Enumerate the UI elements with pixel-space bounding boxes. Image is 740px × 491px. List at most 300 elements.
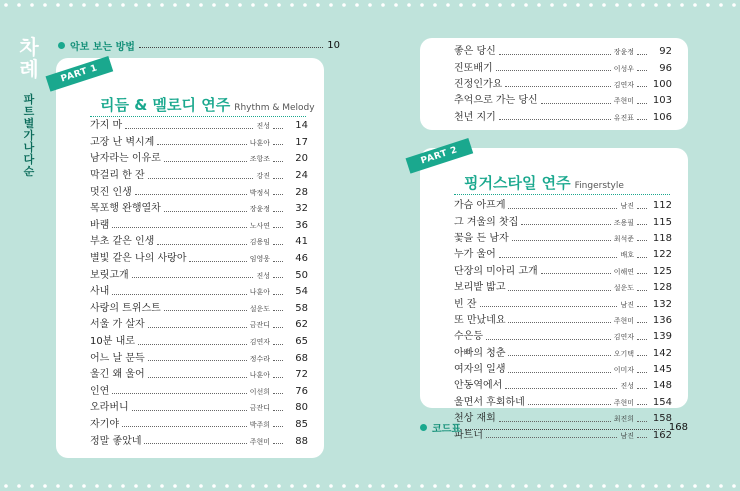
- page-number: 112: [652, 200, 672, 212]
- artist-name: 장윤정: [613, 48, 634, 57]
- toc-entry[interactable]: [454, 60, 672, 76]
- song-title: 울면서 후회하네: [454, 396, 525, 408]
- border-dot: [30, 3, 34, 7]
- artist-name: 김연자: [613, 80, 634, 89]
- border-dot: [134, 3, 138, 7]
- border-dot: [95, 3, 99, 7]
- dot-leader: [637, 224, 647, 225]
- dot-leader: [541, 273, 611, 274]
- toc-entry[interactable]: [90, 284, 308, 301]
- toc-entry[interactable]: [454, 362, 672, 378]
- guide-label: 악보 보는 방법: [70, 41, 135, 53]
- dot-leader: [164, 161, 247, 162]
- border-dot: [95, 484, 99, 488]
- dot-leader: [273, 161, 283, 162]
- dot-leader: [541, 103, 611, 104]
- page-number: 36: [295, 219, 308, 231]
- dot-leader: [144, 443, 246, 444]
- page-number: 142: [652, 347, 672, 359]
- border-dot: [641, 484, 645, 488]
- top-dot-border: [0, 2, 740, 8]
- toc-entry[interactable]: [454, 395, 672, 411]
- artist-name: 주현미: [613, 398, 634, 407]
- border-dot: [615, 484, 619, 488]
- border-dot: [602, 3, 606, 7]
- part1-continued-panel: [420, 38, 688, 130]
- page-number: 96: [659, 62, 672, 74]
- song-title: 막걸리 한 잔: [90, 170, 145, 182]
- border-dot: [550, 3, 554, 7]
- dot-leader: [125, 128, 253, 129]
- page-number: 62: [295, 319, 308, 331]
- page-number: 125: [652, 265, 672, 277]
- border-dot: [251, 3, 255, 7]
- dot-leader: [157, 144, 246, 145]
- toc-entry[interactable]: [90, 218, 308, 235]
- page-number: 148: [652, 380, 672, 392]
- artist-name: 김용임: [249, 238, 270, 247]
- border-dot: [290, 484, 294, 488]
- dot-leader: [189, 261, 246, 262]
- artist-name: 주현미: [613, 316, 634, 325]
- song-title: 어느 날 문득: [90, 352, 145, 364]
- bullet-icon: [58, 42, 65, 49]
- border-dot: [264, 484, 268, 488]
- page-number: 100: [652, 78, 672, 90]
- chord-label: 코드표: [432, 423, 461, 435]
- toc-entry[interactable]: [90, 350, 308, 367]
- toc-entry[interactable]: [454, 247, 672, 263]
- dot-leader: [637, 208, 647, 209]
- spine-char: 순: [23, 165, 35, 178]
- chord-page: 168: [668, 421, 688, 433]
- spine-char: 별: [23, 117, 35, 130]
- dot-leader: [637, 322, 647, 323]
- toc-entry[interactable]: [90, 417, 308, 434]
- dot-leader: [148, 377, 247, 378]
- dot-leader: [273, 360, 283, 361]
- dot-leader: [505, 86, 610, 87]
- border-dot: [602, 484, 606, 488]
- page-number: 54: [295, 286, 308, 298]
- page-number: 88: [295, 435, 308, 447]
- border-dot: [680, 3, 684, 7]
- dot-leader: [273, 377, 283, 378]
- dot-leader: [132, 410, 247, 411]
- border-dot: [381, 484, 385, 488]
- page-number: 154: [652, 396, 672, 408]
- page-number: 145: [652, 364, 672, 376]
- artist-name: 정수라: [249, 354, 270, 363]
- border-dot: [69, 484, 73, 488]
- artist-name: 오기택: [613, 349, 634, 358]
- border-dot: [212, 484, 216, 488]
- border-dot: [381, 3, 385, 7]
- border-dot: [719, 484, 723, 488]
- dot-leader: [273, 211, 283, 212]
- toc-entry[interactable]: [90, 118, 308, 135]
- guide-page: 10: [327, 39, 340, 51]
- border-dot: [693, 484, 697, 488]
- page-number: 106: [652, 111, 672, 123]
- border-dot: [446, 484, 450, 488]
- chord-chart-entry[interactable]: [420, 420, 688, 434]
- dot-leader: [122, 426, 247, 427]
- dot-leader: [508, 322, 610, 323]
- border-dot: [550, 484, 554, 488]
- toc-entry[interactable]: [454, 329, 672, 345]
- song-title: 자기야: [90, 418, 119, 430]
- border-dot: [654, 484, 658, 488]
- border-dot: [719, 3, 723, 7]
- artist-name: 진성: [620, 382, 634, 391]
- dot-leader: [135, 194, 247, 195]
- border-dot: [446, 3, 450, 7]
- toc-entry[interactable]: [90, 267, 308, 284]
- border-dot: [30, 484, 34, 488]
- border-dot: [407, 484, 411, 488]
- border-dot: [615, 3, 619, 7]
- border-dot: [264, 3, 268, 7]
- border-dot: [511, 484, 515, 488]
- toc-entry[interactable]: [90, 201, 308, 218]
- page-number: 46: [295, 253, 308, 265]
- spine-char: 트: [23, 105, 35, 118]
- border-dot: [238, 484, 242, 488]
- artist-name: 장윤정: [249, 205, 270, 214]
- song-title: 바램: [90, 219, 110, 231]
- page-number: 76: [295, 385, 308, 397]
- border-dot: [251, 484, 255, 488]
- border-dot: [433, 3, 437, 7]
- border-dot: [43, 3, 47, 7]
- border-dot: [485, 484, 489, 488]
- toc-entry[interactable]: [454, 93, 672, 109]
- song-title: 꽃을 든 남자: [454, 232, 509, 244]
- toc-entry[interactable]: [90, 151, 308, 168]
- page-number: 17: [295, 136, 308, 148]
- toc-entry[interactable]: [90, 168, 308, 185]
- border-dot: [160, 3, 164, 7]
- artist-name: 진성: [256, 271, 270, 280]
- dot-leader: [637, 404, 647, 405]
- dot-leader: [508, 355, 610, 356]
- artist-name: 진성: [256, 122, 270, 131]
- border-dot: [277, 484, 281, 488]
- toc-entry[interactable]: [454, 264, 672, 280]
- border-dot: [732, 3, 736, 7]
- border-dot: [394, 484, 398, 488]
- artist-name: 최진희: [613, 415, 634, 424]
- song-title: 정말 좋았네: [90, 435, 142, 447]
- dot-leader: [273, 227, 283, 228]
- artist-name: 박정식: [249, 188, 270, 197]
- dot-leader: [637, 339, 647, 340]
- border-dot: [121, 3, 125, 7]
- dot-leader: [148, 327, 247, 328]
- border-dot: [69, 3, 73, 7]
- dot-leader: [486, 339, 611, 340]
- artist-name: 설운도: [613, 284, 634, 293]
- song-title: 수은등: [454, 331, 483, 343]
- artist-name: 조항조: [249, 155, 270, 164]
- toc-entry[interactable]: [454, 214, 672, 230]
- border-dot: [589, 484, 593, 488]
- toc-entry[interactable]: [90, 234, 308, 251]
- page-number: 103: [652, 95, 672, 107]
- dot-leader: [508, 372, 610, 373]
- border-dot: [17, 3, 21, 7]
- dot-leader: [273, 261, 283, 262]
- song-title: 오라버니: [90, 402, 129, 414]
- dot-leader: [273, 327, 283, 328]
- border-dot: [342, 3, 346, 7]
- border-dot: [238, 3, 242, 7]
- border-dot: [511, 3, 515, 7]
- song-title: 울긴 왜 울어: [90, 369, 145, 381]
- border-dot: [290, 3, 294, 7]
- part1-panel: [56, 58, 324, 458]
- artist-name: 강진: [256, 172, 270, 181]
- toc-entry[interactable]: [90, 433, 308, 450]
- border-dot: [316, 484, 320, 488]
- artist-name: 설운도: [249, 304, 270, 313]
- dot-leader: [505, 388, 617, 389]
- dot-leader: [164, 310, 247, 311]
- dot-leader: [273, 344, 283, 345]
- toc-entry[interactable]: [90, 317, 308, 334]
- dot-leader: [112, 227, 246, 228]
- dot-leader: [273, 128, 283, 129]
- song-title: 파트너: [454, 429, 483, 441]
- border-dot: [56, 484, 60, 488]
- toc-entry[interactable]: [454, 198, 672, 214]
- toc-entry[interactable]: [454, 280, 672, 296]
- border-dot: [680, 484, 684, 488]
- border-dot: [82, 3, 86, 7]
- border-dot: [459, 3, 463, 7]
- song-title: 아빠의 청춘: [454, 347, 506, 359]
- dot-leader: [637, 103, 647, 104]
- border-dot: [355, 484, 359, 488]
- song-title: 부초 같은 인생: [90, 236, 155, 248]
- border-dot: [121, 484, 125, 488]
- border-dot: [472, 3, 476, 7]
- spine-char: 례: [19, 57, 39, 81]
- spine-char: 차: [19, 35, 39, 59]
- border-dot: [186, 484, 190, 488]
- border-dot: [225, 3, 229, 7]
- dot-leader: [637, 388, 647, 389]
- border-dot: [394, 3, 398, 7]
- border-dot: [368, 3, 372, 7]
- page-number: 122: [652, 249, 672, 261]
- dot-leader: [496, 70, 611, 71]
- spine-char: 가: [23, 129, 35, 142]
- part1-rule: [90, 116, 306, 117]
- toc-entry[interactable]: [90, 301, 308, 318]
- toc-entry[interactable]: [454, 346, 672, 362]
- border-dot: [433, 484, 437, 488]
- border-dot: [173, 3, 177, 7]
- part1-title-text: 리듬 & 멜로디 연주: [100, 96, 231, 114]
- toc-entry[interactable]: [454, 313, 672, 329]
- page-number: 80: [295, 402, 308, 414]
- guide-entry[interactable]: [58, 38, 340, 52]
- artist-name: 이미자: [613, 366, 634, 375]
- side-spine: [14, 36, 44, 178]
- dot-leader: [273, 194, 283, 195]
- toc-entry[interactable]: [454, 110, 672, 126]
- dot-leader: [637, 240, 647, 241]
- dot-leader: [637, 437, 647, 438]
- toc-entry[interactable]: [90, 184, 308, 201]
- page-number: 115: [652, 216, 672, 228]
- border-dot: [706, 484, 710, 488]
- dot-leader: [528, 404, 611, 405]
- dot-leader: [132, 277, 254, 278]
- border-dot: [524, 3, 528, 7]
- song-title: 진정인가요: [454, 78, 503, 90]
- page-number: 24: [295, 170, 308, 182]
- toc-entry[interactable]: [90, 384, 308, 401]
- song-title: 가슴 아프게: [454, 200, 506, 212]
- artist-name: 남진: [620, 300, 634, 309]
- border-dot: [329, 484, 333, 488]
- toc-entry[interactable]: [454, 378, 672, 394]
- song-title: 고장 난 벽시계: [90, 136, 155, 148]
- song-title: 사랑의 트위스트: [90, 302, 161, 314]
- part2-tag: PART 2: [406, 138, 474, 174]
- song-title: 사내: [90, 286, 110, 298]
- song-title: 남자라는 이유로: [90, 153, 161, 165]
- dot-leader: [637, 86, 647, 87]
- artist-name: 임영웅: [249, 255, 270, 264]
- border-dot: [355, 3, 359, 7]
- dot-leader: [157, 244, 246, 245]
- toc-entry[interactable]: [90, 135, 308, 152]
- song-title: 10분 내로: [90, 336, 135, 348]
- border-dot: [316, 3, 320, 7]
- part2-subtitle: Fingerstyle: [574, 181, 624, 191]
- border-dot: [628, 484, 632, 488]
- border-dot: [667, 3, 671, 7]
- border-dot: [485, 3, 489, 7]
- spine-char: 파: [23, 93, 35, 106]
- toc-entry[interactable]: [90, 367, 308, 384]
- artist-name: 노사연: [249, 221, 270, 230]
- artist-name: 이해연: [613, 267, 634, 276]
- border-dot: [56, 3, 60, 7]
- dot-leader: [499, 257, 618, 258]
- toc-entry[interactable]: [90, 334, 308, 351]
- dot-leader: [273, 178, 283, 179]
- dot-leader: [273, 310, 283, 311]
- border-dot: [108, 484, 112, 488]
- dot-leader: [273, 294, 283, 295]
- dot-leader: [508, 290, 610, 291]
- song-title: 가지 마: [90, 120, 123, 132]
- part1-continued-list: [454, 44, 672, 126]
- dot-leader: [273, 426, 283, 427]
- artist-name: 유진표: [613, 113, 634, 122]
- toc-entry[interactable]: [454, 77, 672, 93]
- toc-entry[interactable]: [454, 296, 672, 312]
- page-number: 132: [652, 298, 672, 310]
- dot-leader: [637, 70, 647, 71]
- border-dot: [654, 3, 658, 7]
- artist-name: 남진: [620, 202, 634, 211]
- spine-subtitle: [14, 94, 44, 178]
- song-title: 누가 울어: [454, 249, 496, 261]
- dot-leader: [273, 144, 283, 145]
- border-dot: [329, 3, 333, 7]
- border-dot: [693, 3, 697, 7]
- border-dot: [147, 484, 151, 488]
- border-dot: [576, 484, 580, 488]
- border-dot: [147, 3, 151, 7]
- border-dot: [589, 3, 593, 7]
- artist-name: 나훈아: [249, 288, 270, 297]
- bottom-dot-border: [0, 483, 740, 489]
- dot-leader: [486, 437, 617, 438]
- artist-name: 주현미: [249, 437, 270, 446]
- dot-leader: [637, 119, 647, 120]
- artist-name: 이성우: [613, 64, 634, 73]
- toc-entry[interactable]: [454, 44, 672, 60]
- page-number: 50: [295, 269, 308, 281]
- song-title: 안동역에서: [454, 380, 503, 392]
- dot-leader: [273, 410, 283, 411]
- song-title: 멋진 인생: [90, 186, 132, 198]
- border-dot: [43, 484, 47, 488]
- part2-title-text: 핑거스타일 연주: [464, 174, 571, 192]
- page-number: 20: [295, 153, 308, 165]
- part2-rule: [454, 194, 670, 195]
- border-dot: [420, 484, 424, 488]
- toc-entry[interactable]: [90, 251, 308, 268]
- toc-entry[interactable]: [454, 231, 672, 247]
- song-title: 빈 잔: [454, 298, 477, 310]
- song-title: 목포행 완행열차: [90, 203, 161, 215]
- border-dot: [563, 3, 567, 7]
- border-dot: [498, 484, 502, 488]
- part2-title: [464, 172, 624, 193]
- part1-subtitle: Rhythm & Melody: [234, 103, 315, 113]
- border-dot: [524, 484, 528, 488]
- border-dot: [368, 484, 372, 488]
- border-dot: [732, 484, 736, 488]
- border-dot: [4, 484, 8, 488]
- part2-list: [454, 198, 672, 444]
- spine-char: 나: [23, 141, 35, 154]
- page-number: 85: [295, 418, 308, 430]
- artist-name: 김연자: [249, 338, 270, 347]
- dot-leader: [273, 277, 283, 278]
- artist-name: 주현미: [613, 97, 634, 106]
- page-number: 136: [652, 314, 672, 326]
- artist-name: 이선희: [249, 387, 270, 396]
- dot-leader: [499, 119, 611, 120]
- toc-entry[interactable]: [90, 400, 308, 417]
- part1-title: [100, 94, 315, 115]
- dot-leader: [508, 208, 617, 209]
- border-dot: [303, 3, 307, 7]
- border-dot: [563, 484, 567, 488]
- page-number: 32: [295, 203, 308, 215]
- dot-leader: [499, 54, 611, 55]
- part1-list: [90, 118, 308, 450]
